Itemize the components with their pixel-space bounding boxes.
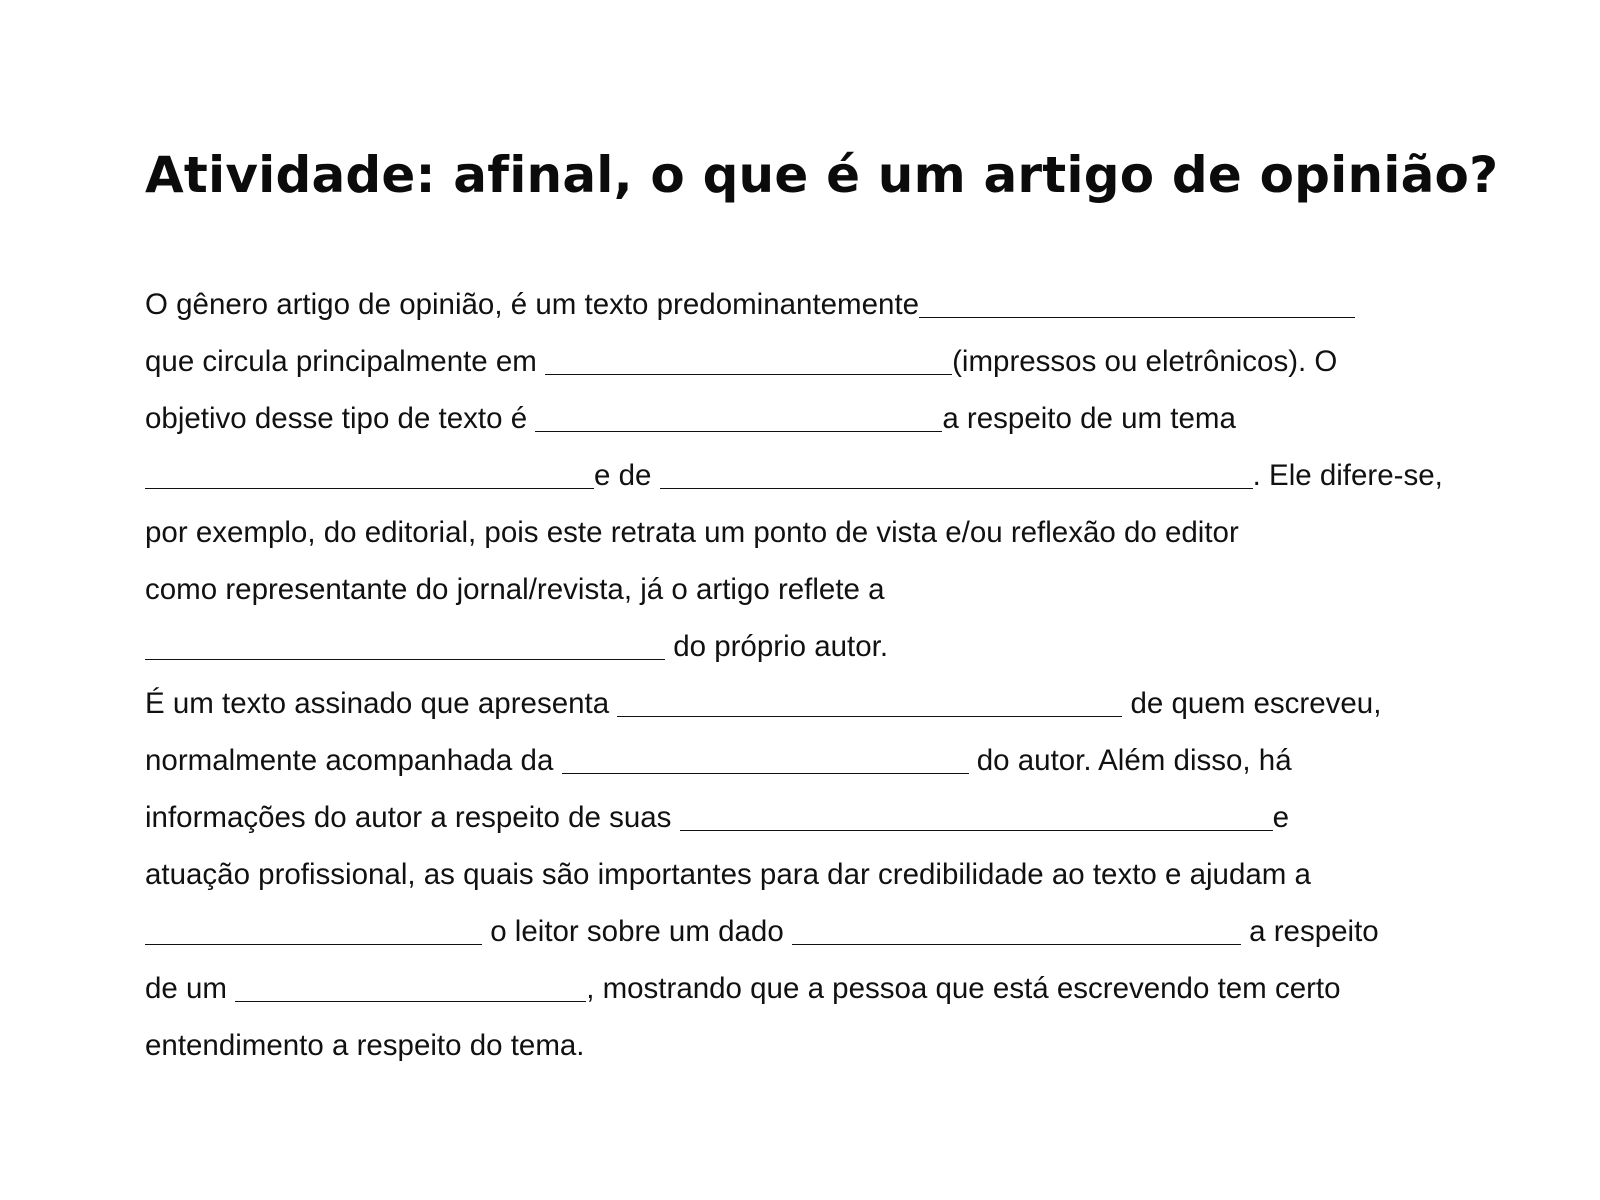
line-text: , mostrando que a pessoa que está escrevendo tem certo: [586, 972, 1341, 1005]
answer-blank[interactable]: [617, 686, 1122, 717]
answer-blank[interactable]: [660, 458, 1253, 489]
paragraph-line: [145, 561, 1443, 618]
answer-blank[interactable]: [919, 287, 1355, 318]
paragraph-line: [145, 1017, 1443, 1074]
line-text: o leitor sobre um dado: [482, 915, 792, 948]
paragraph-line: [145, 846, 1443, 903]
paragraph-line: [145, 447, 1443, 504]
line-text: e: [1272, 801, 1290, 834]
answer-blank[interactable]: [535, 401, 942, 432]
answer-blank[interactable]: [145, 458, 594, 489]
paragraph-line: [145, 333, 1443, 390]
answer-blank[interactable]: [145, 629, 665, 660]
line-text: É um texto assinado que apresenta: [145, 687, 618, 720]
answer-blank[interactable]: [545, 344, 952, 375]
paragraph-line: [145, 903, 1443, 960]
paragraph-line: [145, 618, 1443, 675]
line-text: (impressos ou eletrônicos). O: [952, 345, 1338, 378]
line-text: . Ele difere-se,: [1252, 459, 1443, 492]
line-text: normalmente acompanhada da: [145, 744, 562, 777]
paragraph-line: [145, 675, 1443, 732]
paragraph-line: [145, 276, 1443, 333]
line-text: de um: [145, 972, 236, 1005]
line-text: atuação profissional, as quais são importantes para dar credibilidade ao texto e ajudam a: [145, 858, 1311, 891]
line-text: do próprio autor.: [665, 630, 889, 663]
line-text: a respeito de um tema: [942, 402, 1236, 435]
line-text: como representante do jornal/revista, já o artigo reflete a: [145, 573, 885, 606]
paragraph-line: [145, 789, 1443, 846]
answer-blank[interactable]: [680, 800, 1273, 831]
line-text: por exemplo, do editorial, pois este retrata um ponto de vista e/ou reflexão do editor: [145, 516, 1239, 549]
line-text: que circula principalmente em: [145, 345, 546, 378]
line-text: objetivo desse tipo de texto é: [145, 402, 536, 435]
line-text: entendimento a respeito do tema.: [145, 1029, 585, 1062]
answer-blank[interactable]: [792, 914, 1241, 945]
line-text: O gênero artigo de opinião, é um texto predominantemente: [145, 288, 920, 321]
answer-blank[interactable]: [145, 914, 482, 945]
line-text: a respeito: [1240, 915, 1379, 948]
paragraph-line: [145, 504, 1443, 561]
line-text: do autor. Além disso, há: [968, 744, 1292, 777]
paragraph-line: [145, 390, 1443, 447]
answer-blank[interactable]: [235, 971, 586, 1002]
page-title: Atividade: afinal, o que é um artigo de opinião?: [145, 146, 1499, 204]
line-text: informações do autor a respeito de suas: [145, 801, 680, 834]
fill-in-paragraph: [145, 276, 1443, 1074]
answer-blank[interactable]: [562, 743, 969, 774]
paragraph-line: [145, 732, 1443, 789]
line-text: e de: [594, 459, 660, 492]
line-text: de quem escreveu,: [1122, 687, 1382, 720]
paragraph-line: [145, 960, 1443, 1017]
